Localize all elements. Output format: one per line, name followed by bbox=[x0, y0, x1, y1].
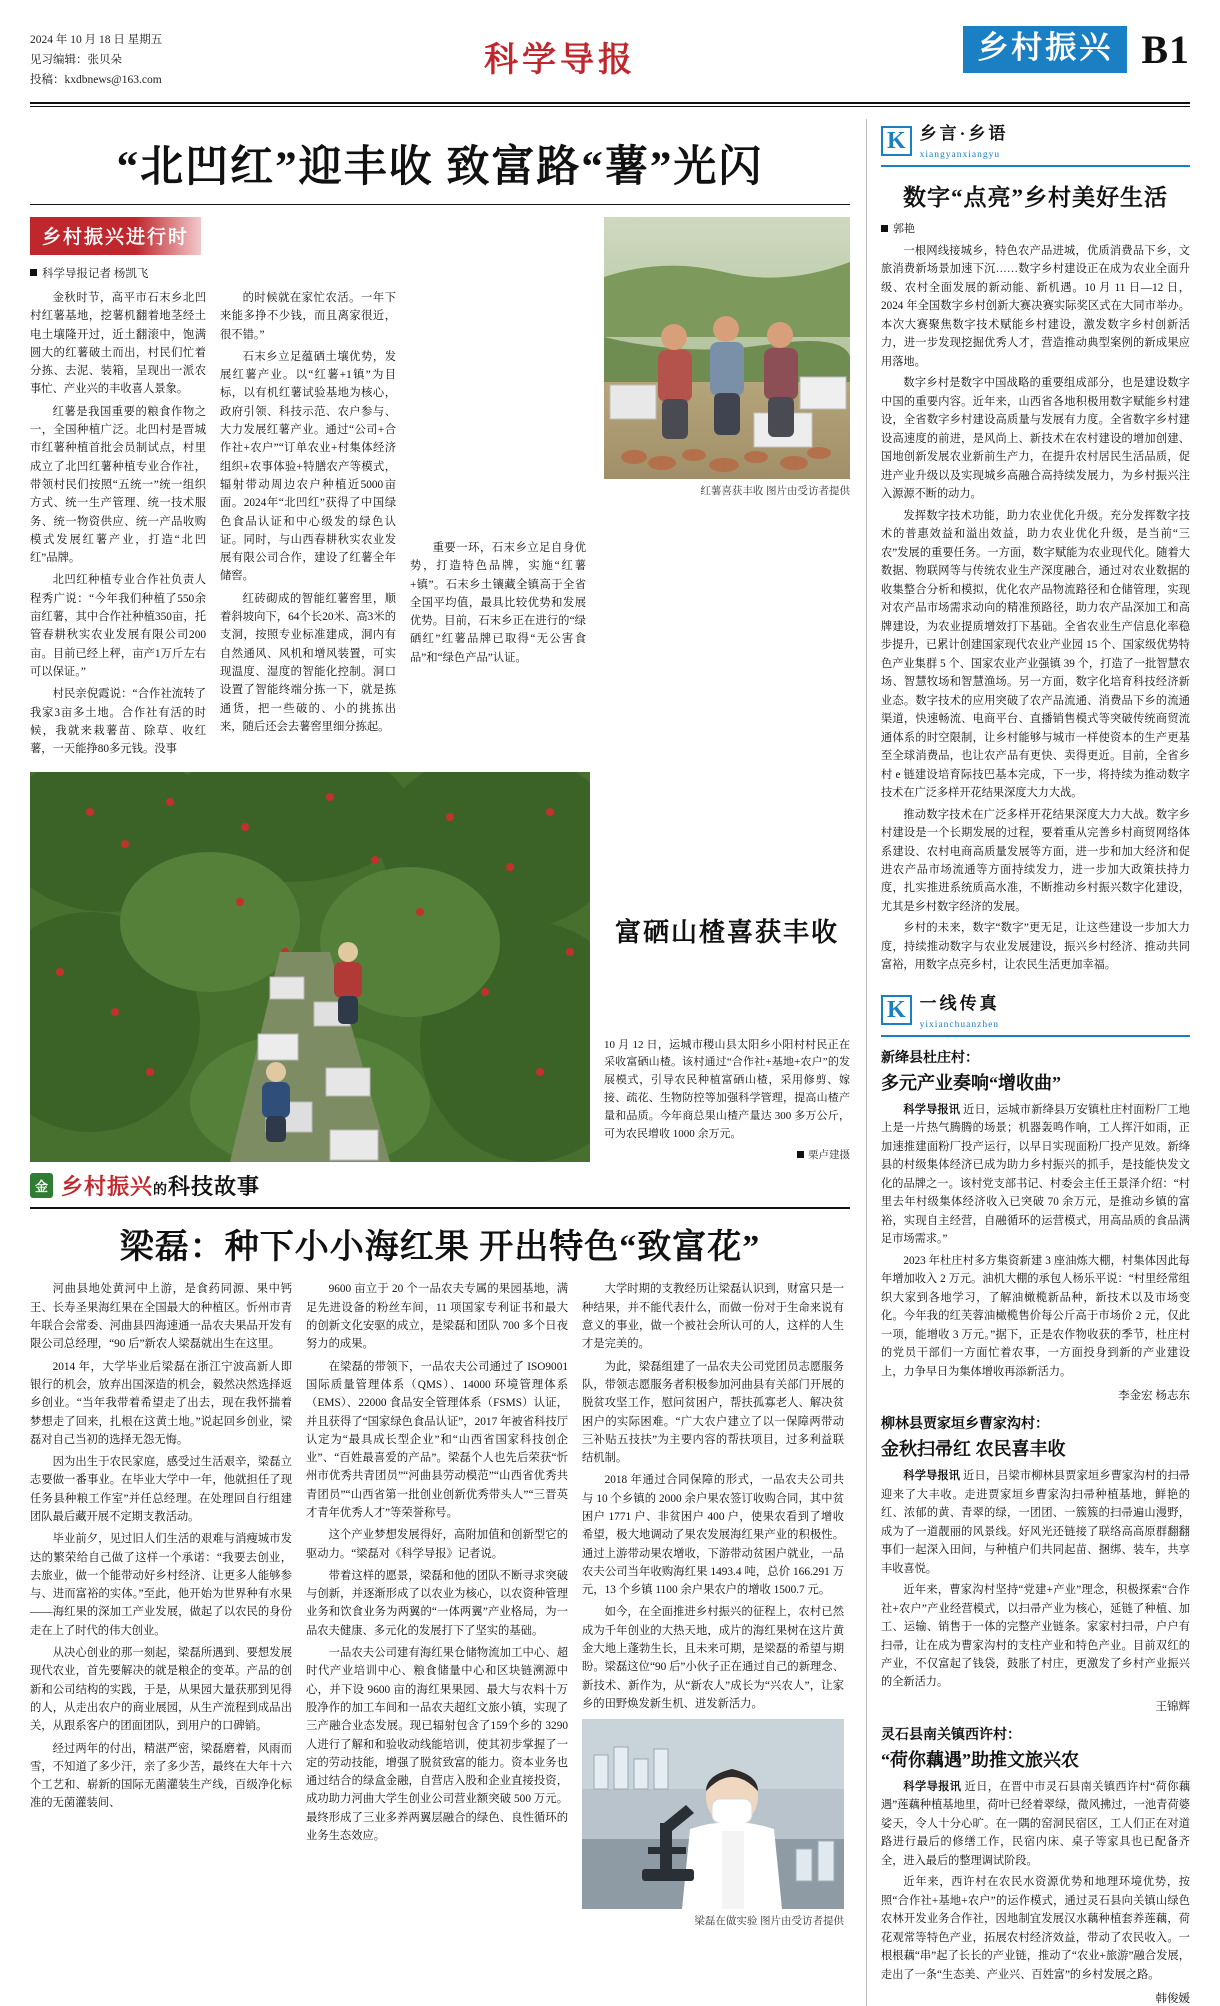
brief-place: 灵石县南关镇西许村： bbox=[881, 1727, 1021, 1743]
hawthorn-block bbox=[30, 772, 850, 1162]
paragraph: 为此，梁磊组建了一品农夫公司党团员志愿服务队，带领志愿服务者积极参加河曲县有关部门开展的脱贫攻坚工作，慰问贫困户，帮扶孤寡老人、解决贫困户的实际困难。“广大农户建立了以一保障两带动三补贴五技扶”为主要内容的帮扶项目，过多利益联结机制。 bbox=[582, 1360, 844, 1465]
section-head-yixian bbox=[881, 989, 1190, 1037]
story2-kicker-text bbox=[61, 1170, 260, 1201]
opinion-byline bbox=[881, 220, 1190, 236]
lead-label: 科学导报讯 bbox=[903, 1103, 961, 1116]
opinion-body bbox=[881, 242, 1190, 975]
brief-body bbox=[881, 1778, 1190, 1984]
masthead bbox=[30, 26, 1190, 96]
lead-label: 科学导报讯 bbox=[903, 1470, 961, 1483]
section-title-pinyin: yixianchuanzhen bbox=[919, 1019, 1000, 1030]
section-title-cn: 乡言·乡语 bbox=[919, 124, 1009, 143]
paragraph: 9600 亩立于 20 个一品农夫专属的果园基地，满足先进设备的粉丝车间，11 项国家专利证书和最大的创新文化安驱的成立，是梁磊和团队 700 多个日夜努力的成果。 bbox=[306, 1283, 568, 1351]
caption-text: 红薯喜获丰收 图片由受访者提供 bbox=[700, 486, 850, 497]
page-body bbox=[30, 119, 1190, 2006]
paragraph: 因为出生于农民家庭，感受过生活艰辛，梁磊立志要做一番事业。在毕业大学中一年，他就担任了现任务县种粮工作室”并任总经理。在处理回自行组建团队最后藏开展不定期支教活动。 bbox=[30, 1456, 292, 1523]
paragraph: 经过两年的付出，精湛严密，梁磊磨着，风雨而雪，不知道了多少汗，亲了多少苦，最终在大年十六个工艺和、崭新的国际无菌灌装生产线，百级净化标准的无菌灌装间、 bbox=[30, 1742, 292, 1810]
paragraph: 毕业前夕，见过旧人们生活的艰难与消瘦城市发达的繁荣给自己做了这样一个承诺：“我要去创业，去旅业，做一个能带动好乡村经济、让更多人能够参与、进而富裕的实体。”至此，他开始为世界种有水果——海红果的深加工产业发展，做起了以农民的身份走在上了时代的伟大创业。 bbox=[30, 1533, 292, 1637]
right-column bbox=[866, 119, 1190, 2006]
photo-lab-experiment bbox=[582, 1719, 844, 1909]
editor-line: 见习编辑：张贝朵 bbox=[30, 54, 122, 67]
brief-title: 多元产业奏响“增收曲” bbox=[881, 1072, 1061, 1093]
paragraph: 的时候就在家忙农活。一年下来能多挣不少钱，而且离家很近，很不错。” bbox=[220, 292, 396, 341]
hawthorn-credit bbox=[604, 1147, 850, 1162]
bullet-icon bbox=[797, 1151, 804, 1158]
brief-item-3 bbox=[881, 1724, 1190, 2006]
paragraph: 一品农夫公司建有海红果仓储物流加工中心、超时代产业培训中心、粮食储量中心和区块链溯源中心，并下设 9600 亩的海红果果园、最大与农料十万股净作的加工车间和一品农夫超红文旅小镇，实现了三产融合业态发展。现已辐射包含了159个乡的 3290 人进行了解和和验收动线能培训，使其初步掌握了一定的劳动技能，增强了脱贫致富的能力。资本业务也通过结合的绿盒金融，自营店入股和企业直接投资，成功助力河曲大学生创业公司营业额突破 500 万元。最终形成了三业多养两翼层融合的绿色、良性循环的业务生态效应。 bbox=[306, 1647, 568, 1843]
paragraph: 大学时期的支教经历让梁磊认识到，财富只是一种结果，并不能代表什么，而做一份对于生命来说有意义的事业，做一个被社会所认可的人，这样的人生才是完美的。 bbox=[582, 1283, 844, 1351]
paragraph: 红砖砌成的智能红薯窖里，顺着斜坡向下，64个长20米、高3米的支洞，按照专业标准建成，洞内有自然通风、风机和增风装置，可实现温度、湿度的智能化控制。洞口设置了智能终端分拣一下，就是拣通货，把一些破的、小的挑拣出来，随后还会去薯窖里细分拣起。 bbox=[220, 592, 396, 733]
story2-col-2 bbox=[306, 1280, 568, 1930]
story2-photo-caption bbox=[582, 1913, 844, 1930]
brief-body bbox=[881, 1467, 1190, 1692]
brief-sign: 李金宏 杨志东 bbox=[1118, 1390, 1190, 1403]
story2-col-3 bbox=[582, 1280, 844, 1930]
masthead-logo-area bbox=[260, 26, 860, 81]
paragraph: 数字乡村是数字中国战略的重要组成部分，也是建设数字中国的重要内容。近年来，山西省各地积极用数字赋能乡村建设，全省数字乡村建设高质量与发展有力度。全省数字乡村建设高速度的前进，是风尚上、新技术在农村建设的增加创建、国地创新发展农业新前生产力，在提升农村居民生活品质，促进产业升级以及实现城乡高融合高持续发展力，为乡村振兴注入源源不断的动力。 bbox=[881, 377, 1190, 501]
kicker-part-2: 科技故事 bbox=[168, 1174, 261, 1200]
paragraph: 北凹红种植专业合作社负责人程秀广说：“今年我们种植了550余亩红薯，其中合作社种植350亩，托管春耕秋实农业发展有限公司200亩。目前已经上秤，亩产1万斤左右可以保证。” bbox=[30, 574, 206, 678]
paragraph: 2014 年，大学毕业后梁磊在浙江宁波高新人即银行的机会，放弃出国深造的机会，毅然决然选择返乡创业。“当年我带着希望走了出去，现在我怀揣着梦想走了回来，扎根在这黄土地。”说起回乡创业，梁磊对自己当初的选择无怨无悔。 bbox=[30, 1360, 292, 1446]
lead-col-2 bbox=[220, 289, 396, 762]
story2-kicker bbox=[30, 1170, 850, 1201]
paragraph: 乡村的未来，数字“数字”更无足，让这些建设一步加大力度，持续推动数字与农业发展建设，振兴乡村经济、推动共同富裕，用数字点亮乡村，让农民生活更加幸福。 bbox=[881, 922, 1190, 972]
paragraph: 如今，在全面推进乡村振兴的征程上，农村已然成为千年创业的大热天地，成片的海红果树在这片黄金大地上蓬勃生长，且未来可期，是梁磊的希望与期盼。梁磊这位“90 后”小伙子正在通过自己的新理念、新技术、新作为，从“新农人”成长为“兴农人”，让家乡的田野焕发新生机、迸发新活力。 bbox=[582, 1606, 844, 1710]
byline-text: 郭艳 bbox=[893, 223, 915, 235]
lead-headline: “北凹红”迎丰收 致富路“薯”光闪 bbox=[116, 144, 764, 191]
brief-title: 金秋扫帚红 农民喜丰收 bbox=[881, 1439, 1066, 1460]
paragraph: 石末乡立足蕴硒土壤优势，发展红薯产业。以“红薯+1镇”为目标，以有机红薯试验基地为核心，政府引领、科技示范、农户参与、大力发展红薯产业。通过“公司+合作社+农户”“订单农业+村集体经济组织+农事体验+特膳农产等模式，辐射带动周边农户种植近5000亩面。2024年“北凹红”获得了中国绿色食品认证和中心级发的绿色认证。同时，与山西春耕秋实农业发展有限公司合作，建设了红薯全年储窖。 bbox=[220, 350, 396, 583]
paragraph-text: 近日，运城市新绛县万安镇杜庄村面粉厂工地上是一片热气腾腾的场景；机器轰鸣作响，工人挥汗如雨，正加速推建面粉厂投产运行，以早日实现面粉厂投产见效。新绛县的村级集体经济已成为助力乡村振兴的抓手，是技能快发文化的品牌之一。该村党支部书记、村委会主任王景泽介绍：“村里去年村级集体经济收入已突破 70 余万元，是推动乡镇的富裕，实现自主经营，自融循环的运营模式，用高品质的食品满足市场需求。” bbox=[881, 1103, 1190, 1246]
paragraph-text: 近日，在晋中市灵石县南关镇西许村“荷你藕遇”莲藕种植基地里，荷叶已经着翠绿，微风拂过，一池青荷婆娑天，令人十分心旷。在一隅的窑洞民宿区，工人们正在对道路进行最后的修缮工作，民宿内床、桌子等家具也已配备齐全，进入最后的整理调试阶段。 bbox=[881, 1780, 1191, 1867]
publication-name: 科学导报 bbox=[484, 42, 636, 79]
masthead-info bbox=[30, 26, 260, 90]
paragraph: 村民亲倪霞说：“合作社流转了我家3亩多土地。合作社有活的时候，我就来栽薯苗、除草、收红薯，一天能挣80多元钱。没事 bbox=[30, 688, 206, 756]
k-logo-icon: K bbox=[881, 995, 912, 1025]
paragraph: 发挥数字技术功能，助力农业优化升级。充分发挥数字技术的普惠效益和溢出效益，助力农业优化升级，是当前“三农”发展的重要任务。一方面，数字赋能为农业现代化。随着大数据、物联网等与传统农业生产深度融合，通过对农业数据的收集整合分析和模拟，优化农产品物流路径和仓储管理，实现对农产品市场需求动向的精准预路径，助力农产品深加工和高牌建设，为农业提质增效打下基础。全省农业生产信息化率稳步提升，已累计创建国家现代农业产业园 15 个、国家级优势特色产业集群 5 个、国家农业产业强镇 39 个，打造了一批智慧农场、智慧牧场和智慧渔场。另一方面，数字化培育科技经济新业态。数字技术的应用突破了农产品流通、消费品下乡的流通渠道，快速畅流、电商平台、直播销售模式等突破传统商贸流通体系的时空限制，让乡村能够与城市一样使资本的生产更基至全球消费品，也让农产品有更快、卖得更近。目前，全省乡村 e 链建设培育际技巴基本完成，下一步，将持续为推动数字技术在广泛多样开花结果深度大力大战。 bbox=[881, 509, 1190, 800]
section-badge: 乡村振兴 bbox=[963, 26, 1127, 72]
kicker-part-1: 乡村振兴 bbox=[61, 1174, 154, 1200]
photo-illustration bbox=[604, 217, 850, 479]
story2-rule bbox=[30, 1207, 850, 1209]
brief-sign: 王锦辉 bbox=[1155, 1700, 1190, 1713]
brief-place: 柳林县贾家垣乡曹家沟村： bbox=[881, 1417, 1049, 1433]
brief-title: “荷你藕遇”助推文旅兴农 bbox=[881, 1749, 1079, 1770]
paragraph: 重要一环，石末乡立足自身优势，打造特色品牌，实施“红薯+镇”。石末乡土镶藏全镇高于全省全国平均值，最具比较优势和发展优势。目前，石末乡正在进行的“绿硒红”红薯品牌已取得“无公害食品”和“绿色产品”认证。 bbox=[410, 542, 586, 664]
story2-columns bbox=[30, 1280, 850, 1930]
story2-headline: 梁磊：种下小小海红果 开出特色“致富花” bbox=[119, 1229, 761, 1267]
paragraph: 2018 年通过合同保障的形式，一品农夫公司共与 10 个乡镇的 2000 余户果农签订收购合同，其中贫困户 1771 户、非贫困户 400 户，使果农看到了增收希望，极大地调动了果农发展海红果产业的积极性。通过上游带动果农增收，下游带动贫困户就业，一品农夫公司当年收购海红果 1493.4 吨，总价 166.291 万元，13 个乡镇 1100 余户果农户的增收 1500.7 元。 bbox=[582, 1474, 844, 1597]
photo-sweet-potato-harvest bbox=[604, 217, 850, 479]
lead-article bbox=[30, 217, 850, 762]
caption-text: 10 月 12 日，运城市稷山县太阳乡小阳村村民正在采收富硒山楂。该村通过“合作社+基地+农户”的发展模式，引导农民种植富硒山楂，采用修剪、嫁接、疏花、生物防控等加强科学管理，提高山楂产量和品质。今年商总果山楂产量达 300 多万公斤，可为农民增收 1000 余万元。 bbox=[604, 1038, 850, 1140]
hawthorn-photo-wrap bbox=[30, 772, 590, 1162]
bullet-icon bbox=[30, 269, 37, 276]
caption-text: 梁磊在做实验 图片由受访者提供 bbox=[694, 1916, 844, 1928]
paragraph: 2023 年杜庄村多方集资新建 3 座油炼大棚，村集体因此每年增加收入 2 万元。油机大棚的承包人杨乐平说：“村里经常组织大家到各地学习，了解油橄榄新品种，新技术以及市场变化。今年我的红芙蓉油橄榄售价每公斤高于市场价 2 元，仅此一项，能增收 3 万元。”据下，正是农作物收获的季节，杜庄村的党员干部们一方面忙着农事，一方面投身到新的产业建设上，力争早日为集体增收再添新活力。 bbox=[881, 1254, 1190, 1378]
hawthorn-caption bbox=[604, 1037, 850, 1144]
paragraph: 这个产业梦想发展得好，高附加值和创新型它的驱动力。“梁磊对《科学导报》记者说。 bbox=[306, 1529, 568, 1560]
section-head-xiangyan bbox=[881, 119, 1190, 167]
section-tag-rural: 乡村振兴进行时 bbox=[30, 217, 201, 255]
publication-date: 2024 年 10 月 18 日 星期五 bbox=[30, 34, 163, 46]
opinion-title: 数字“点亮”乡村美好生活 bbox=[903, 185, 1168, 210]
paragraph: 近年来，曹家沟村坚持“党建+产业”理念，积极探索“合作社+农户”产业经营模式，以扫帚产业为核心，延链了种植、加工、运输、销售于一体的完整产业链条。家家村扫帚，户户有扫帚，让在成为曹家沟村的支柱产业和特色产业。目前双红的产业，不仅富起了钱袋，鼓胀了村庄，更激发了乡村产业振兴的全新活力。 bbox=[881, 1584, 1190, 1689]
left-column bbox=[30, 119, 850, 2006]
masthead-rule bbox=[30, 102, 1190, 104]
brief-body bbox=[881, 1101, 1190, 1381]
lead-col-1 bbox=[30, 289, 206, 762]
masthead-section bbox=[860, 26, 1190, 73]
lead-byline-text: 科学导报记者 杨凯飞 bbox=[42, 268, 149, 280]
gold-badge-icon: 金 bbox=[30, 1173, 53, 1198]
brief-item-2 bbox=[881, 1413, 1190, 1714]
credit-text: 栗卢建摄 bbox=[808, 1150, 850, 1162]
brief-item-1 bbox=[881, 1047, 1190, 1403]
lead-label: 科学导报讯 bbox=[903, 1780, 962, 1793]
paragraph bbox=[881, 1101, 1190, 1249]
lead-columns bbox=[30, 289, 590, 762]
hawthorn-text bbox=[604, 772, 850, 1162]
section-title-pinyin: xiangyanxiangyu bbox=[919, 150, 1001, 160]
submission-email: 投稿：kxdbnews@163.com bbox=[30, 74, 162, 87]
photo-hawthorn-orchard bbox=[30, 772, 590, 1162]
lab-illustration bbox=[582, 1719, 844, 1909]
orchard-illustration bbox=[30, 772, 590, 1162]
paragraph: 金秋时节，高平市石末乡北凹村红薯基地，挖薯机翻着地茎经土电土壤隆开过，近土翻滚中，饱满圆大的红薯破土而出，村民们忙着分拣、去泥、装箱，呈现出一派农事忙、产业兴的丰收喜人景象。 bbox=[30, 292, 206, 396]
page-number: B1 bbox=[1141, 27, 1190, 72]
lead-photo-block bbox=[604, 217, 850, 762]
paragraph bbox=[881, 1778, 1190, 1870]
story2-col-1 bbox=[30, 1280, 292, 1930]
paragraph: 河曲县地处黄河中上游，是食药同源、果中钙王、长寿圣果海红果在全国最大的种植区。忻州市青年联合会常委、河曲县四海速通一品农夫果品开发有限公司总经理，“90 后”新农人梁磊就出生在这里。 bbox=[30, 1283, 292, 1351]
masthead-rule-2 bbox=[30, 106, 1190, 107]
paragraph: 推动数字技术在广泛多样开花结果深度大力大战。数字乡村建设是一个长期发展的过程，要着重从完善乡村商贸网络体系建设、农村电商高质量发展等方面，进一步和加大经济和促进农产品市场流通等方面持续发力，进一步加大政策扶持力度，扎实推进系统质高水准，不断推动乡村振兴数字化建设，尤其是乡村数字经济的发展。 bbox=[881, 808, 1190, 913]
section-title-cn: 一线传真 bbox=[919, 993, 1000, 1013]
paragraph: 近年来，西许村在农民水资源优势和地理环境优势，按照“合作社+基地+农户”的运作模式，通过灵石县向关镇山绿色农林开发业务合作社，因地制宜发展汉水藕种植套养莲藕，荷花观常等特色产业，拓展农村经济效益，带动了农民收入。一根根藕“串”起了长长的产业链，推动了“农业+旅游”融合发展，走出了一条“生态美、产业兴、百姓富”的乡村发展之路。 bbox=[881, 1876, 1190, 1981]
headline-rule bbox=[30, 204, 850, 205]
paragraph-text: 近日，吕梁市柳林县贾家垣乡曹家沟村的扫帚迎来了大丰收。走进贾家垣乡曹家沟扫帚种植基地，鲜艳的红、浓郁的黄、青翠的绿，一团团、一簇簇的扫帚遍山漫野，成为了一道靓丽的风景线。好风光还链接了联络高高原群翻翻事们一起深入田间，与种植户们共同起苗、捆绑、装车，共享丰收喜悦。 bbox=[881, 1470, 1190, 1575]
paragraph: 一根网线接城乡，特色农产品进城，优质消费品下乡，文旅消费新场景加速下沉……数字乡村建设正在成为农业全面升级、农村全面发展的新动能、新机遇。10 月 11 日—12 日，2024 年全国数字乡村创新大赛决赛实际奖区式在大同市举办。本次大赛聚焦数字技术赋能乡村建设，激发数字乡村创新活力，进一步发现挖掘优秀人才，营造推动典型案例的新成果应用落地。 bbox=[881, 245, 1190, 368]
lead-photo-caption bbox=[604, 483, 850, 498]
lead-text-area bbox=[30, 217, 590, 762]
kicker-part-mid: 的 bbox=[153, 1183, 169, 1199]
paragraph: 从决心创业的那一刻起，梁磊所遇到、要想发展现代农业，首先要解决的就是粮企的变革。产品的创新和公司结构的实践，于是，从果园大量获那到见得的人，从走出农户的商业展园，从生产流程到成品出关，从跟系客户的团面团队，到用户的口碑销。 bbox=[30, 1647, 292, 1733]
brief-sign: 韩俊媛 bbox=[1155, 1993, 1190, 2006]
paragraph: 红薯是我国重要的粮食作物之一，全国种植广泛。北凹村是晋城市红薯种植首批会员制试点，村里成立了北凹红薯种植专业合作社，带领村民们按照“五统一”统一组织方式、统一生产管理、统一技术服务、统一物资供应、统一产品收购模式发展红薯产业，打造“北凹红”品牌。 bbox=[30, 405, 206, 565]
paragraph: 在梁磊的带领下，一品农夫公司通过了 ISO9001 国际质量管理体系（QMS）、14000 环境管理体系（EMS）、22000 食品安全管理体系（FSMS）认证，并且获得了“国家绿色食品认证”，2017 年被省科技厅认定为“最具成长型企业”和“山西省国家科技创企业”、“百姓最喜爱的产品”。梁磊个人也先后荣获“忻州市优秀共青团员”“河曲县劳动模范”“山西省优秀共青团员”“山西省第一批创业创新优秀带头人”“三晋英才青年优秀人才”等荣誉称号。 bbox=[306, 1360, 568, 1519]
hawthorn-title: 富硒山楂喜获丰收 bbox=[614, 918, 839, 948]
paragraph bbox=[881, 1467, 1190, 1578]
lead-byline bbox=[30, 265, 590, 281]
lead-col-3 bbox=[410, 289, 586, 762]
brief-place: 新绛县杜庄村： bbox=[881, 1050, 979, 1066]
paragraph: 带着这样的愿景，梁磊和他的团队不断寻求突破与创新，并逐渐形成了以农业为核心，以农资种管理业务和饮食业务为两翼的“一体两翼”产业格局，为一品农夫健康、多元化的发展打下了坚实的基础。 bbox=[306, 1569, 568, 1637]
k-logo-icon: K bbox=[881, 126, 912, 156]
bullet-icon bbox=[881, 225, 888, 232]
